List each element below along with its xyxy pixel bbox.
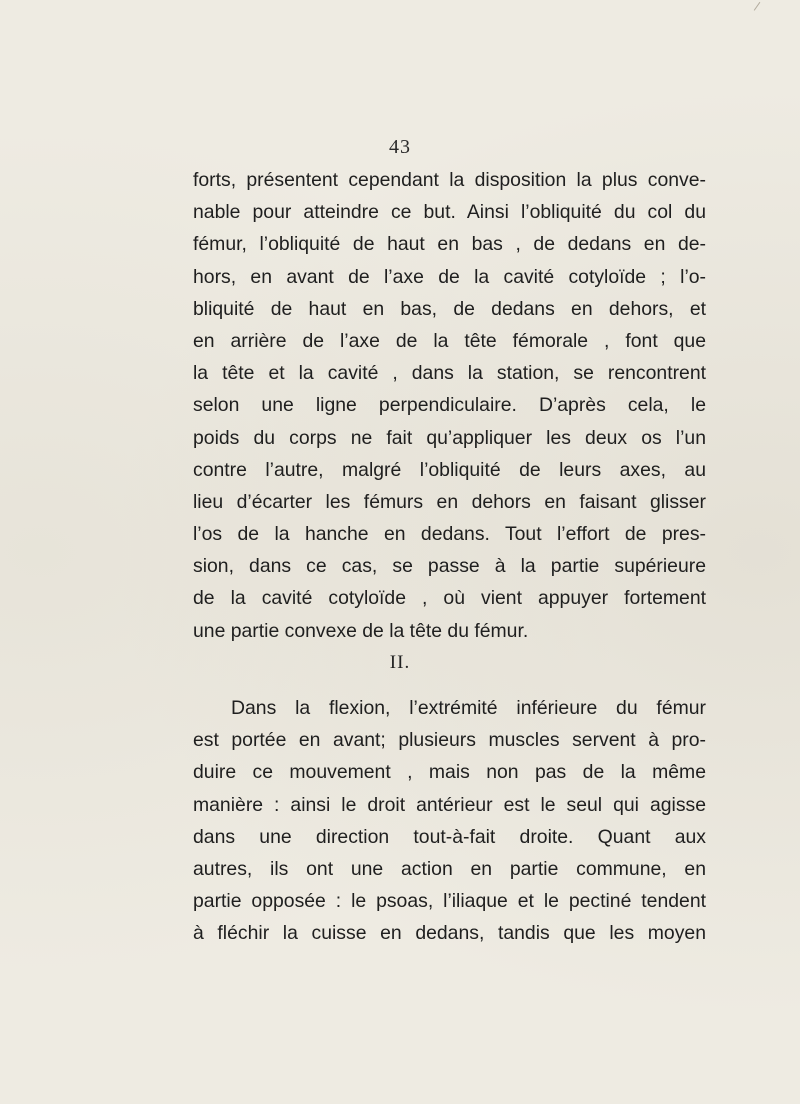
text-line: nable pour atteindre ce but. Ainsi l’obliquité du col du [193, 201, 706, 224]
section-heading: II. [389, 652, 411, 673]
text-line: manière : ainsi le droit antérieur est le seul qui agisse [193, 793, 706, 816]
text-line: la tête et la cavité , dans la station, se rencontrent [193, 362, 706, 385]
text-line: hors, en avant de l’axe de la cavité cotyloïde ; l’o- [193, 265, 706, 288]
text-line: forts, présentent cependant la disposition la plus conve- [193, 169, 706, 191]
text-line: selon une ligne perpendiculaire. D’après cela, le [193, 394, 706, 417]
text-line: Dans la flexion, l’extrémité inférieure du fémur [231, 697, 706, 719]
text-line: est portée en avant; plusieurs muscles servent à pro- [193, 729, 706, 752]
text-line: une partie convexe de la tête du fémur. [193, 619, 529, 642]
text-line: contre l’autre, malgré l’obliquité de leurs axes, au [193, 458, 706, 481]
text-line: à fléchir la cuisse en dedans, tandis que les moyen [193, 922, 706, 945]
text-line: lieu d’écarter les fémurs en dehors en faisant glisser [193, 490, 706, 513]
text-line: en arrière de l’axe de la tête fémorale , font que [193, 329, 706, 352]
paragraph-2 [193, 692, 706, 950]
text-line: l’os de la hanche en dedans. Tout l’effort de pres- [193, 523, 706, 546]
text-line: duire ce mouvement , mais non pas de la même [193, 761, 706, 784]
text-line: fémur, l’obliquité de haut en bas , de dedans en de- [193, 233, 706, 256]
text-line: bliquité de haut en bas, de dedans en dehors, et [193, 297, 706, 320]
page-mark [754, 2, 765, 14]
text-line: dans une direction tout-à-fait droite. Quant aux [193, 825, 706, 848]
text-line: sion, dans ce cas, se passe à la partie supérieure [193, 555, 706, 578]
text-line: autres, ils ont une action en partie commune, en [193, 857, 706, 880]
text-line: poids du corps ne fait qu’appliquer les deux os l’un [193, 426, 706, 449]
paragraph-1 [193, 164, 706, 647]
page-number: 43 [389, 136, 411, 158]
text-line: de la cavité cotyloïde , où vient appuyer fortement [193, 587, 706, 610]
text-line: partie opposée : le psoas, l’iliaque et le pectiné tendent [193, 890, 706, 913]
